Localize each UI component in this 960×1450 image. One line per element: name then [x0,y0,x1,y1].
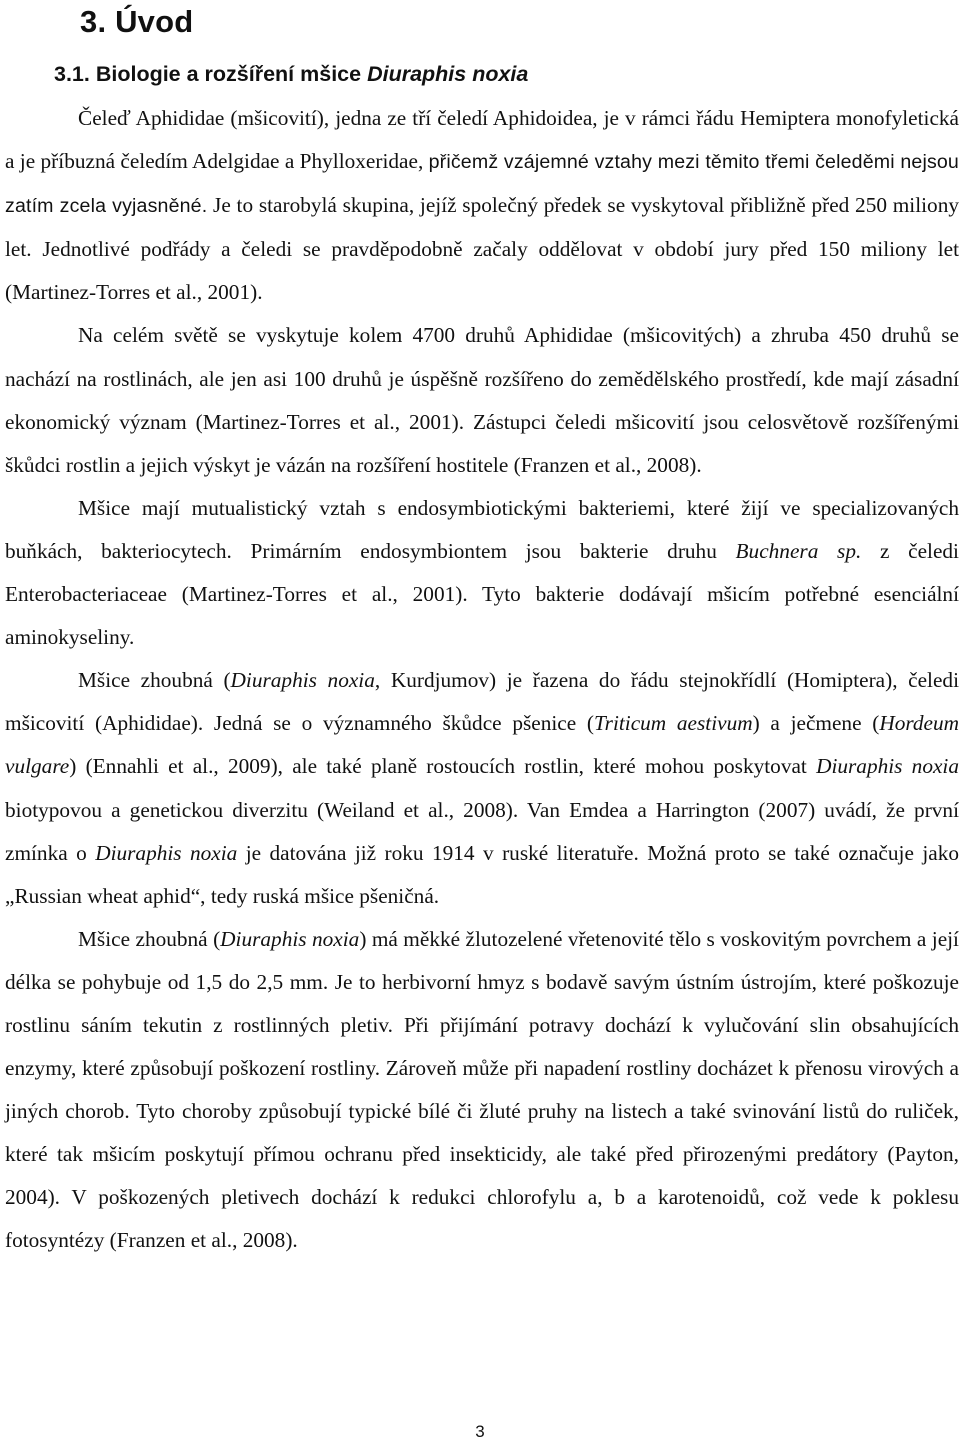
text-run: z čeledi Enterobacteriaceae (Martinez-Torres et al., 2001). Tyto bakterie dodávají mšicím potřebné esenciální aminokyseliny. [5,538,959,650]
species-name: Buchnera sp. [735,538,862,563]
species-name: Diuraphis noxia [816,754,959,779]
text-run: biotypovou a genetickou diverzitu (Weiland et al., 2008). Van Emdea a Harrington (2007) uvádí, že první zmínka o [5,797,959,865]
paragraph [5,918,959,1263]
paragraph [5,97,959,314]
section-heading [54,62,528,87]
text-run: Je to starobylá skupina, jejíž společný předek se vyskytoval přibližně před 250 miliony let. Jednotlivé podřády a čeledi se pravděpodobně začaly oddělovat v období jury před 150 miliony let (Martinez-Torres et al., 2001). [5,193,959,305]
species-name: Diuraphis noxia [230,668,375,693]
text-run: ) (Ennahli et al., 2009), ale také planě rostoucích rostlin, které mohou poskytovat [69,754,817,779]
species-name: Triticum aestivum [594,711,753,736]
paragraph [5,314,959,486]
text-run: Mšice zhoubná ( [78,926,221,951]
section-heading-species: Diuraphis noxia [367,62,529,86]
page-number: 3 [475,1422,485,1441]
paragraph [5,487,959,659]
species-name: Hordeum vulgare [5,711,959,779]
species-name: Diuraphis noxia [220,926,360,951]
section-heading-text: 3.1. Biologie a rozšíření mšice [54,62,368,86]
chapter-heading: 3. Úvod [80,4,194,39]
text-run: přičemž vzájemné vztahy mezi těmito třemi čeleděmi nejsou zatím zcela vyjasněné. [5,151,959,218]
text-run: ) má měkké žlutozelené vřetenovité tělo s voskovitým povrchem a její délka se pohybuje od 1,5 do 2,5 mm. Je to herbivorní hmyz s bodavě savým ústním ústrojím, které poškozuje rostlinu sáním tekutin z rostlinných pletiv. Při přijímání potravy dochází k vylučování slin obsahujících enzymy, které způsobují poškození rostliny. Zároveň může při napadení rostliny docházet k přenosu virových a jiných chorob. Tyto choroby způsobují typické bílé či žluté pruhy na listech a také svinování listů do ruliček, které tak mšicím poskytují přímou ochranu před insekticidy, ale také před přirozenými predátory (Payton, 2004). V poškozených pletivech dochází k redukci chlorofylu a, b a karotenoidů, což vede k poklesu fotosyntézy (Franzen et al., 2008). [5,926,959,1253]
text-run: je datována již roku 1914 v ruské literatuře. Možná proto se také označuje jako „Russian wheat aphid“, tedy ruská mšice pšeničná. [5,840,959,908]
body-text [5,97,959,1263]
species-name: Diuraphis noxia [95,840,238,865]
text-run: Mšice mají mutualistický vztah s endosymbiotickými bakteriemi, které žijí ve specializovaných buňkách, bakteriocytech. Primárním endosymbiontem jsou bakterie druhu [5,495,959,563]
text-run: Na celém světě se vyskytuje kolem 4700 druhů Aphididae (mšicovitých) a zhruba 450 druhů se nachází na rostlinách, ale jen asi 100 druhů je úspěšně rozšířeno do zemědělského prostředí, kde mají zásadní ekonomický význam (Martinez-Torres et al., 2001). Zástupci čeledi mšicovití jsou celosvětově rozšířenými škůdci rostlin a jejich výskyt je vázán na rozšíření hostitele (Franzen et al., 2008). [5,323,959,477]
text-run: Čeleď Aphididae (mšicovití), jedna ze tří čeledí Aphidoidea, je v rámci řádu Hemiptera monofyletická a je příbuzná čeledím Adelgidae a Phylloxeridae, [5,106,959,174]
text-run: Mšice zhoubná ( [78,668,231,693]
text-run: ) a ječmene ( [752,711,880,736]
paragraph [5,659,959,918]
text-run: , Kurdjumov) je řazena do řádu stejnokřídlí (Homiptera), čeledi mšicovití (Aphididae). Jedná se o významného škůdce pšenice ( [5,668,959,736]
